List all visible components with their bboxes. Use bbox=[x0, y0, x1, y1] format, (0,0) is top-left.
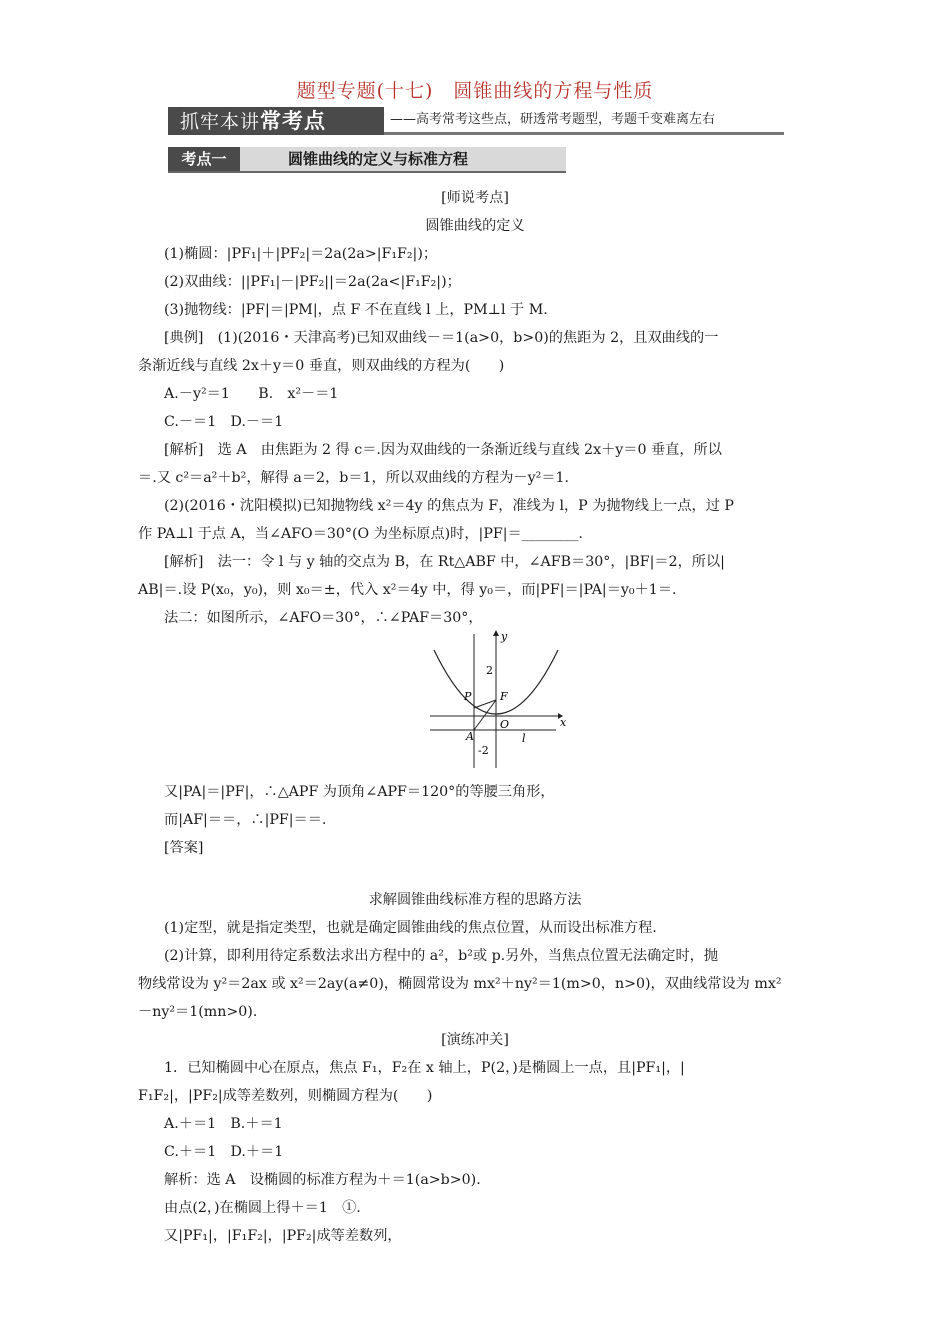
text-line: 物线常设为 y²＝2ax 或 x²＝2ay(a≠0)，椭圆常设为 mx²＋ny²＝1(m>0，n>0)，双曲线常设为 mx² bbox=[138, 976, 782, 992]
choice-line: A.－y²＝1 B. x²－＝1 bbox=[164, 386, 339, 402]
text-line: 而|AF|＝＝，∴|PF|＝＝. bbox=[164, 812, 327, 828]
text-line: (2)(2016・沈阳模拟)已知抛物线 x²＝4y 的焦点为 F，准线为 l，P 为抛物线上一点，过 P bbox=[164, 498, 734, 514]
point-a-label: A bbox=[466, 730, 474, 743]
heading-definition: 圆锥曲线的定义 bbox=[425, 218, 525, 234]
heading-practice: [演练冲关] bbox=[441, 1032, 509, 1048]
text-line: 法二：如图所示，∠AFO＝30°，∴∠PAF＝30°， bbox=[164, 610, 483, 626]
text-line: ＝.又 c²＝a²＋b²，解得 a＝2，b＝1，所以双曲线的方程为－y²＝1. bbox=[138, 470, 570, 486]
text-line: －ny²＝1(mn>0). bbox=[138, 1004, 258, 1020]
text-line: (3)抛物线：|PF|＝|PM|，点 F 不在直线 l 上，PM⊥l 于 M. bbox=[164, 302, 548, 318]
topic-title: 圆锥曲线的定义与标准方程 bbox=[288, 150, 469, 168]
text-line: [解析] 选 A 由焦距为 2 得 c＝.因为双曲线的一条渐近线与直线 2x＋y＝0 垂直，所以 bbox=[164, 442, 722, 458]
text-line: 作 PA⊥l 于点 A，当∠AFO＝30°(O 为坐标原点)时，|PF|＝________. bbox=[138, 526, 583, 542]
banner-tagline: ——高考常考这些点，研透常考题型，考题千变难离左右 bbox=[384, 107, 784, 135]
text-line: (1)椭圆：|PF₁|＋|PF₂|＝2a(2a>|F₁F₂|)； bbox=[164, 246, 438, 262]
choice-line: C.－＝1 D.－＝1 bbox=[164, 414, 284, 430]
text-line: F₁F₂|，|PF₂|成等差数列，则椭圆方程为( ) bbox=[138, 1088, 433, 1104]
heading-method: 求解圆锥曲线标准方程的思路方法 bbox=[368, 892, 582, 908]
text-line: 1．已知椭圆中心在原点，焦点 F₁，F₂在 x 轴上，P(2，)是椭圆上一点，且|PF₁|，| bbox=[164, 1060, 685, 1076]
text-line: (2)计算，即利用待定系数法求出方程中的 a²，b²或 p.另外，当焦点位置无法确定时，抛 bbox=[164, 948, 719, 964]
text-line: [解析] 法一：令 l 与 y 轴的交点为 B，在 Rt△ABF 中，∠AFB＝30°，|BF|＝2，所以| bbox=[164, 554, 725, 570]
text-line: 又|PF₁|，|F₁F₂|，|PF₂|成等差数列， bbox=[164, 1228, 402, 1244]
banner-label-bold: 常考点 bbox=[260, 109, 327, 133]
text-line: (1)定型，就是指定类型，也就是确定圆锥曲线的焦点位置，从而设出标准方程. bbox=[164, 920, 657, 936]
text-line: 又|PA|＝|PF|，∴△APF 为顶角∠APF＝120°的等腰三角形， bbox=[164, 784, 555, 800]
y-axis-arrow bbox=[493, 630, 499, 636]
point-f-label: F bbox=[500, 690, 508, 703]
text-line: AB|＝.设 P(x₀，y₀)，则 x₀＝±，代入 x²＝4y 中，得 y₀＝，而|PF|＝|PA|＝y₀＋1＝. bbox=[138, 582, 677, 598]
text-line: 解析：选 A 设椭圆的标准方程为＋＝1(a>b>0). bbox=[164, 1172, 481, 1188]
choice-line: A.＋＝1 B.＋＝1 bbox=[164, 1116, 283, 1132]
topic-header bbox=[168, 147, 566, 173]
directrix-label: l bbox=[522, 732, 526, 745]
text-line: 由点(2，)在椭圆上得＋＝1 ①. bbox=[164, 1200, 361, 1216]
heading-teacher: [师说考点] bbox=[441, 190, 509, 206]
point-o-label: O bbox=[500, 718, 510, 731]
banner-label-plain: 抓牢本讲 bbox=[180, 111, 261, 133]
answer-label: [答案] bbox=[164, 840, 204, 856]
topic-tag: 考点一 bbox=[168, 147, 240, 171]
tick-label-2: 2 bbox=[486, 664, 493, 677]
tick-label-neg2: -2 bbox=[478, 744, 489, 757]
y-axis-label: y bbox=[501, 630, 508, 643]
parabola-figure bbox=[428, 628, 567, 774]
point-p-label: P bbox=[464, 690, 472, 703]
text-line: [典例] (1)(2016・天津高考)已知双曲线－＝1(a>0，b>0)的焦距为 2，且双曲线的一 bbox=[164, 330, 719, 346]
page-title: 题型专题(十七) 圆锥曲线的方程与性质 bbox=[296, 80, 654, 102]
x-axis-label: x bbox=[560, 716, 567, 729]
section-banner bbox=[168, 107, 384, 135]
choice-line: C.＋＝1 D.＋＝1 bbox=[164, 1144, 284, 1160]
text-line: (2)双曲线：||PF₁|－|PF₂||＝2a(2a<|F₁F₂|)； bbox=[164, 274, 461, 290]
text-line: 条渐近线与直线 2x＋y＝0 垂直，则双曲线的方程为( ) bbox=[138, 358, 505, 374]
